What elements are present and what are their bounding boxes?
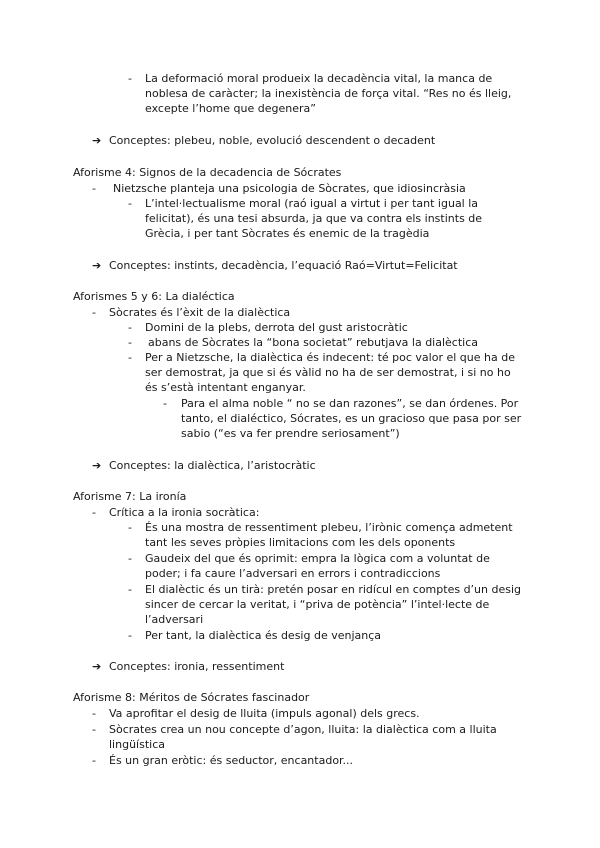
bullet-text: Nietzsche planteja una psicologia de Sòcrates, que idiosincràsia (113, 182, 466, 195)
bullet-text: sincer de cercar la veritat, i “priva de potència” l’intel·lecte de (145, 598, 490, 611)
arrow-icon: ➔ (92, 259, 102, 272)
bullet-text: Sòcrates és l’èxit de la dialèctica (109, 306, 291, 319)
bullet-text: sabio (“es va fer prendre seriosament”) (181, 427, 400, 440)
bullet-text: tanto, el dialéctico, Sócrates, es un gracioso que pasa por ser (181, 412, 522, 425)
bullet-text: Per tant, la dialèctica és desig de venjança (145, 629, 382, 642)
bullet-text: Grècia, i per tant Sòcrates és enemic de la tragèdia (145, 227, 430, 240)
dash-bullet: - (128, 197, 132, 210)
bullet-text: El dialèctic és un tirà: pretén posar en ridícul en comptes d’un desig (145, 583, 522, 596)
bullet-text: Domini de la plebs, derrota del gust aristocràtic (145, 321, 408, 334)
dash-bullet: - (128, 583, 132, 596)
arrow-icon: ➔ (92, 134, 102, 147)
bullet-text: Para el alma noble “ no se dan razones”, se dan órdenes. Por (181, 397, 519, 410)
dash-bullet: - (128, 521, 132, 534)
dash-bullet: - (128, 552, 132, 565)
bullet-text: Gaudeix del que és oprimit: empra la lògica com a voluntat de (145, 552, 490, 565)
bullet-text: És un gran eròtic: és seductor, encantador... (109, 754, 354, 767)
bullet-text: ser demostrat, ja que si és vàlid no ha de ser demostrat, i si no ho (145, 366, 511, 379)
dash-bullet: - (92, 182, 96, 195)
bullet-text: L’intel·lectualisme moral (raó igual a virtut i per tant igual la (145, 197, 479, 210)
bullet-text: Per a Nietzsche, la dialèctica és indecent: té poc valor el que ha de (145, 351, 515, 364)
bullet-text: noblesa de caràcter; la inexistència de força vital. “Res no és lleig, (145, 87, 512, 100)
bullet-text: És una mostra de ressentiment plebeu, l’irònic comença admetent (145, 521, 513, 534)
dash-bullet: - (128, 629, 132, 642)
dash-bullet: - (163, 397, 167, 410)
section-heading: Aforisme 4: Signos de la decadencia de Sócrates (73, 166, 342, 179)
bullet-text: abans de Sòcrates la “bona societat” rebutjava la dialèctica (148, 336, 479, 349)
dash-bullet: - (92, 306, 96, 319)
dash-bullet: - (128, 336, 132, 349)
arrow-icon: ➔ (92, 459, 102, 472)
bullet-text: Crítica a la ironia socràtica: (109, 506, 260, 519)
section-heading: Aforisme 7: La ironía (73, 490, 187, 503)
bullet-text: lingüística (109, 738, 165, 751)
concepts-line: Conceptes: la dialèctica, l’aristocràtic (109, 459, 316, 472)
bullet-text: és s’està intentant enganyar. (145, 381, 306, 394)
bullet-text: felicitat), és una tesi absurda, ja que va contra els instints de (145, 212, 483, 225)
bullet-text: excepte l’home que degenera” (145, 102, 316, 115)
bullet-text: l’adversari (145, 613, 204, 626)
arrow-icon: ➔ (92, 660, 102, 673)
section-heading: Aforismes 5 y 6: La dialéctica (73, 290, 235, 303)
concepts-line: Conceptes: instints, decadència, l’equació Raó=Virtut=Felicitat (109, 259, 458, 272)
bullet-text: Va aprofitar el desig de lluita (impuls agonal) dels grecs. (109, 707, 420, 720)
concepts-line: Conceptes: ironia, ressentiment (109, 660, 285, 673)
bullet-text: tant les seves pròpies limitacions com les dels oponents (145, 536, 456, 549)
bullet-text: La deformació moral produeix la decadència vital, la manca de (145, 72, 493, 85)
dash-bullet: - (92, 506, 96, 519)
dash-bullet: - (92, 754, 96, 767)
dash-bullet: - (128, 351, 132, 364)
dash-bullet: - (92, 723, 96, 736)
section-heading: Aforisme 8: Méritos de Sócrates fascinador (73, 691, 310, 704)
dash-bullet: - (92, 707, 96, 720)
dash-bullet: - (128, 321, 132, 334)
dash-bullet: - (128, 72, 132, 85)
bullet-text: Sòcrates crea un nou concepte d’agon, lluita: la dialèctica com a lluita (109, 723, 497, 736)
bullet-text: poder; i fa caure l’adversari en errors i contradiccions (145, 567, 441, 580)
concepts-line: Conceptes: plebeu, noble, evolució descendent o decadent (109, 134, 436, 147)
